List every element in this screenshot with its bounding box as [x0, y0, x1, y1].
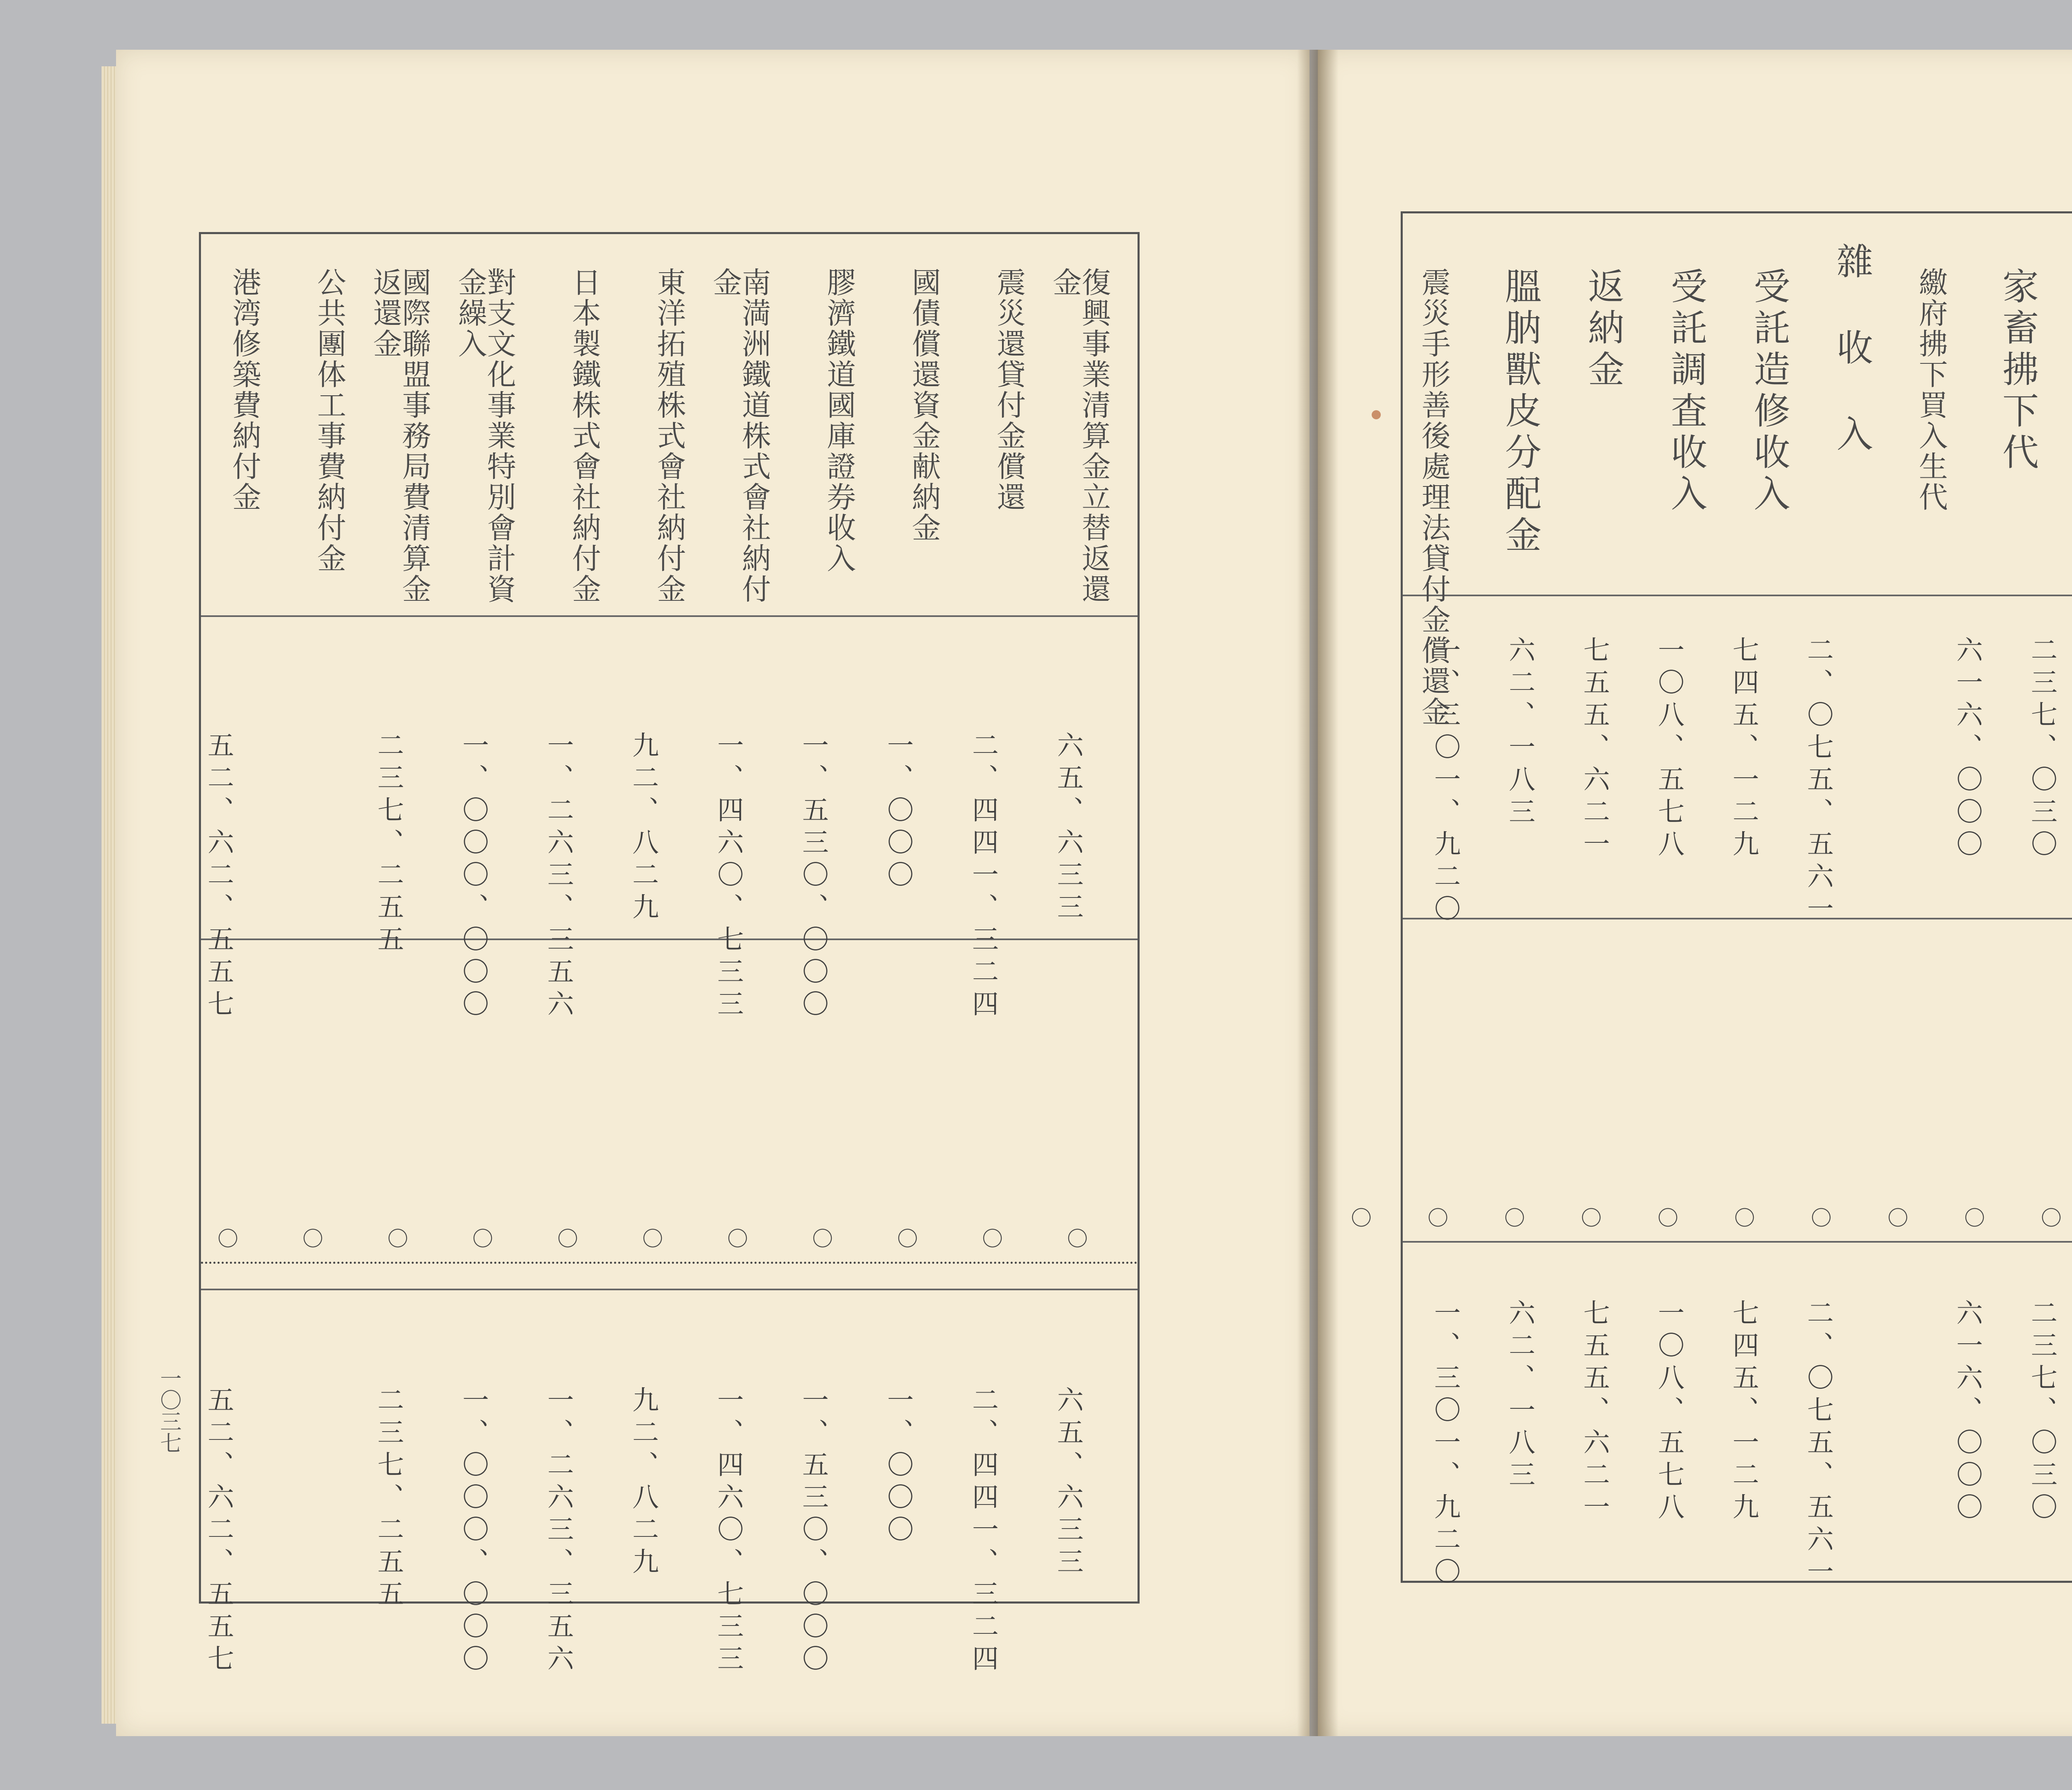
- diff-cell: 六二、一八三: [1504, 1299, 1535, 1493]
- item-label: 繳府拂下買入生代: [1914, 267, 1948, 513]
- item-label: 日本製鐵株式會社納付金: [567, 267, 601, 605]
- unused-zero: 〇: [472, 1227, 493, 1251]
- diff-cell: 二三七、〇三〇: [2026, 1299, 2057, 1525]
- diff-cell: 五二、六二、五五七: [203, 1386, 234, 1677]
- diff-cell: 二三七、二五五: [373, 1386, 404, 1612]
- unused-zero: 〇: [387, 1227, 408, 1251]
- amount-cell: 二三七、〇三〇: [2026, 636, 2057, 862]
- item-label: 返納金: [1582, 267, 1625, 392]
- left-budget-table: [199, 232, 1140, 1677]
- item-label: 國債償還資金献納金: [907, 267, 941, 543]
- item-label: 受託調査收入: [1665, 267, 1708, 516]
- item-label: 膠濟鐵道國庫證券收入: [822, 267, 856, 574]
- unused-zero: 〇: [1888, 1206, 1908, 1230]
- left-page-number: 一〇三七: [156, 1367, 181, 1454]
- unused-zero: 〇: [1504, 1206, 1525, 1230]
- amount-cell: 七五五、六二一: [1579, 636, 1610, 862]
- item-label: 公共團体工事費納付金: [312, 267, 346, 574]
- left-row-divider: [201, 615, 1138, 617]
- right-row-divider: [1403, 1241, 2072, 1243]
- amount-cell: 二、四四一、三二四: [968, 731, 998, 1022]
- unused-zero: 〇: [1658, 1206, 1678, 1230]
- item-label: 家畜拂下代: [1997, 267, 2039, 474]
- item-label: 南満洲鐵道株式會社納付金: [708, 267, 771, 605]
- unused-zero: 〇: [812, 1227, 833, 1251]
- item-label: 復興事業清算金立替返還金: [1048, 267, 1111, 605]
- diff-cell: 六五、六三三: [1053, 1386, 1083, 1580]
- item-label: 震災手形善後處理法貸付金償還金: [1417, 267, 1451, 727]
- item-label: 受託造修收入: [1748, 267, 1791, 516]
- diff-cell: 一、〇〇〇、〇〇〇: [458, 1386, 489, 1677]
- unused-zero: 〇: [642, 1227, 663, 1251]
- diff-cell: 二、四四一、三二四: [968, 1386, 998, 1677]
- diff-cell: 二、〇七五、五六一: [1803, 1299, 1833, 1590]
- amount-cell: 一、二六三、三五六: [543, 731, 574, 1022]
- amount-cell: 六五、六三三: [1053, 731, 1083, 925]
- item-label: 膃肭獸皮分配金: [1499, 267, 1542, 557]
- item-label: 雜收入: [1831, 242, 1874, 501]
- amount-cell: 一、五三〇、〇〇〇: [798, 731, 828, 1022]
- unused-zero: 〇: [897, 1227, 918, 1251]
- diff-cell: 七四五、一二九: [1728, 1299, 1759, 1525]
- unused-zero: 〇: [1734, 1206, 1755, 1230]
- diff-cell: 六一六、〇〇〇: [1952, 1299, 1982, 1525]
- unused-zero: 〇: [1811, 1206, 1832, 1230]
- diff-cell: 一、三〇一、九二〇: [1430, 1299, 1460, 1590]
- item-label: 東洋拓殖株式會社納付金: [652, 267, 686, 605]
- diff-cell: 七五五、六二一: [1579, 1299, 1610, 1525]
- amount-cell: 七四五、一二九: [1728, 636, 1759, 862]
- amount-cell: 九二、八二九: [628, 731, 658, 925]
- book-gutter: [1297, 50, 1339, 1736]
- unused-zero: 〇: [1964, 1206, 1985, 1230]
- right-budget-table: [1351, 211, 2072, 1590]
- diff-cell: 一、五三〇、〇〇〇: [798, 1386, 828, 1677]
- amount-cell: 一、四六〇、七三三: [713, 731, 743, 1022]
- amount-cell: 一〇八、五七八: [1653, 636, 1684, 862]
- diff-cell: 九二、八二九: [628, 1386, 658, 1580]
- left-page: [116, 50, 1310, 1736]
- amount-cell: 五二、六二、五五七: [203, 731, 234, 1022]
- diff-cell: 一、四六〇、七三三: [713, 1386, 743, 1677]
- diff-cell: 一、〇〇〇: [883, 1386, 913, 1548]
- diff-cell: 一、二六三、三五六: [543, 1386, 574, 1677]
- amount-cell: 六一六、〇〇〇: [1952, 636, 1982, 862]
- amount-cell: 二、〇七五、五六一: [1803, 636, 1833, 927]
- unused-zero: 〇: [1351, 1206, 1372, 1230]
- amount-cell: 六二、一八三: [1504, 636, 1535, 830]
- unused-zero: 〇: [557, 1227, 578, 1251]
- item-label: 對支文化事業特別會計資金繰入: [453, 267, 516, 605]
- item-label: 國際聯盟事務局費清算金返還金: [368, 267, 431, 605]
- unused-zero: 〇: [982, 1227, 1003, 1251]
- right-row-divider: [1403, 918, 2072, 919]
- ink-spot: [1372, 410, 1381, 419]
- left-row-divider: [201, 1289, 1138, 1290]
- amount-cell: 一、〇〇〇、〇〇〇: [458, 731, 489, 1022]
- amount-cell: 一、〇〇〇: [883, 731, 913, 893]
- right-row-divider: [1403, 595, 2072, 596]
- unused-zero: 〇: [2041, 1206, 2062, 1230]
- unused-zero: 〇: [727, 1227, 748, 1251]
- unused-zero: 〇: [1067, 1227, 1088, 1251]
- amount-cell: 一、三〇一、九二〇: [1430, 636, 1460, 927]
- item-label: 震災還貸付金償還: [992, 267, 1026, 513]
- unused-zero: 〇: [1428, 1206, 1448, 1230]
- diff-cell: 一〇八、五七八: [1653, 1299, 1684, 1525]
- unused-zero: 〇: [218, 1227, 238, 1251]
- amount-cell: 二三七、二五五: [373, 731, 404, 958]
- unused-zero: 〇: [303, 1227, 323, 1251]
- right-page: [1318, 50, 2072, 1736]
- open-ledger-book: [116, 50, 2072, 1736]
- left-dotted-divider: [201, 1262, 1138, 1264]
- item-label: 港湾修築費納付金: [228, 267, 261, 513]
- unused-zero: 〇: [1581, 1206, 1602, 1230]
